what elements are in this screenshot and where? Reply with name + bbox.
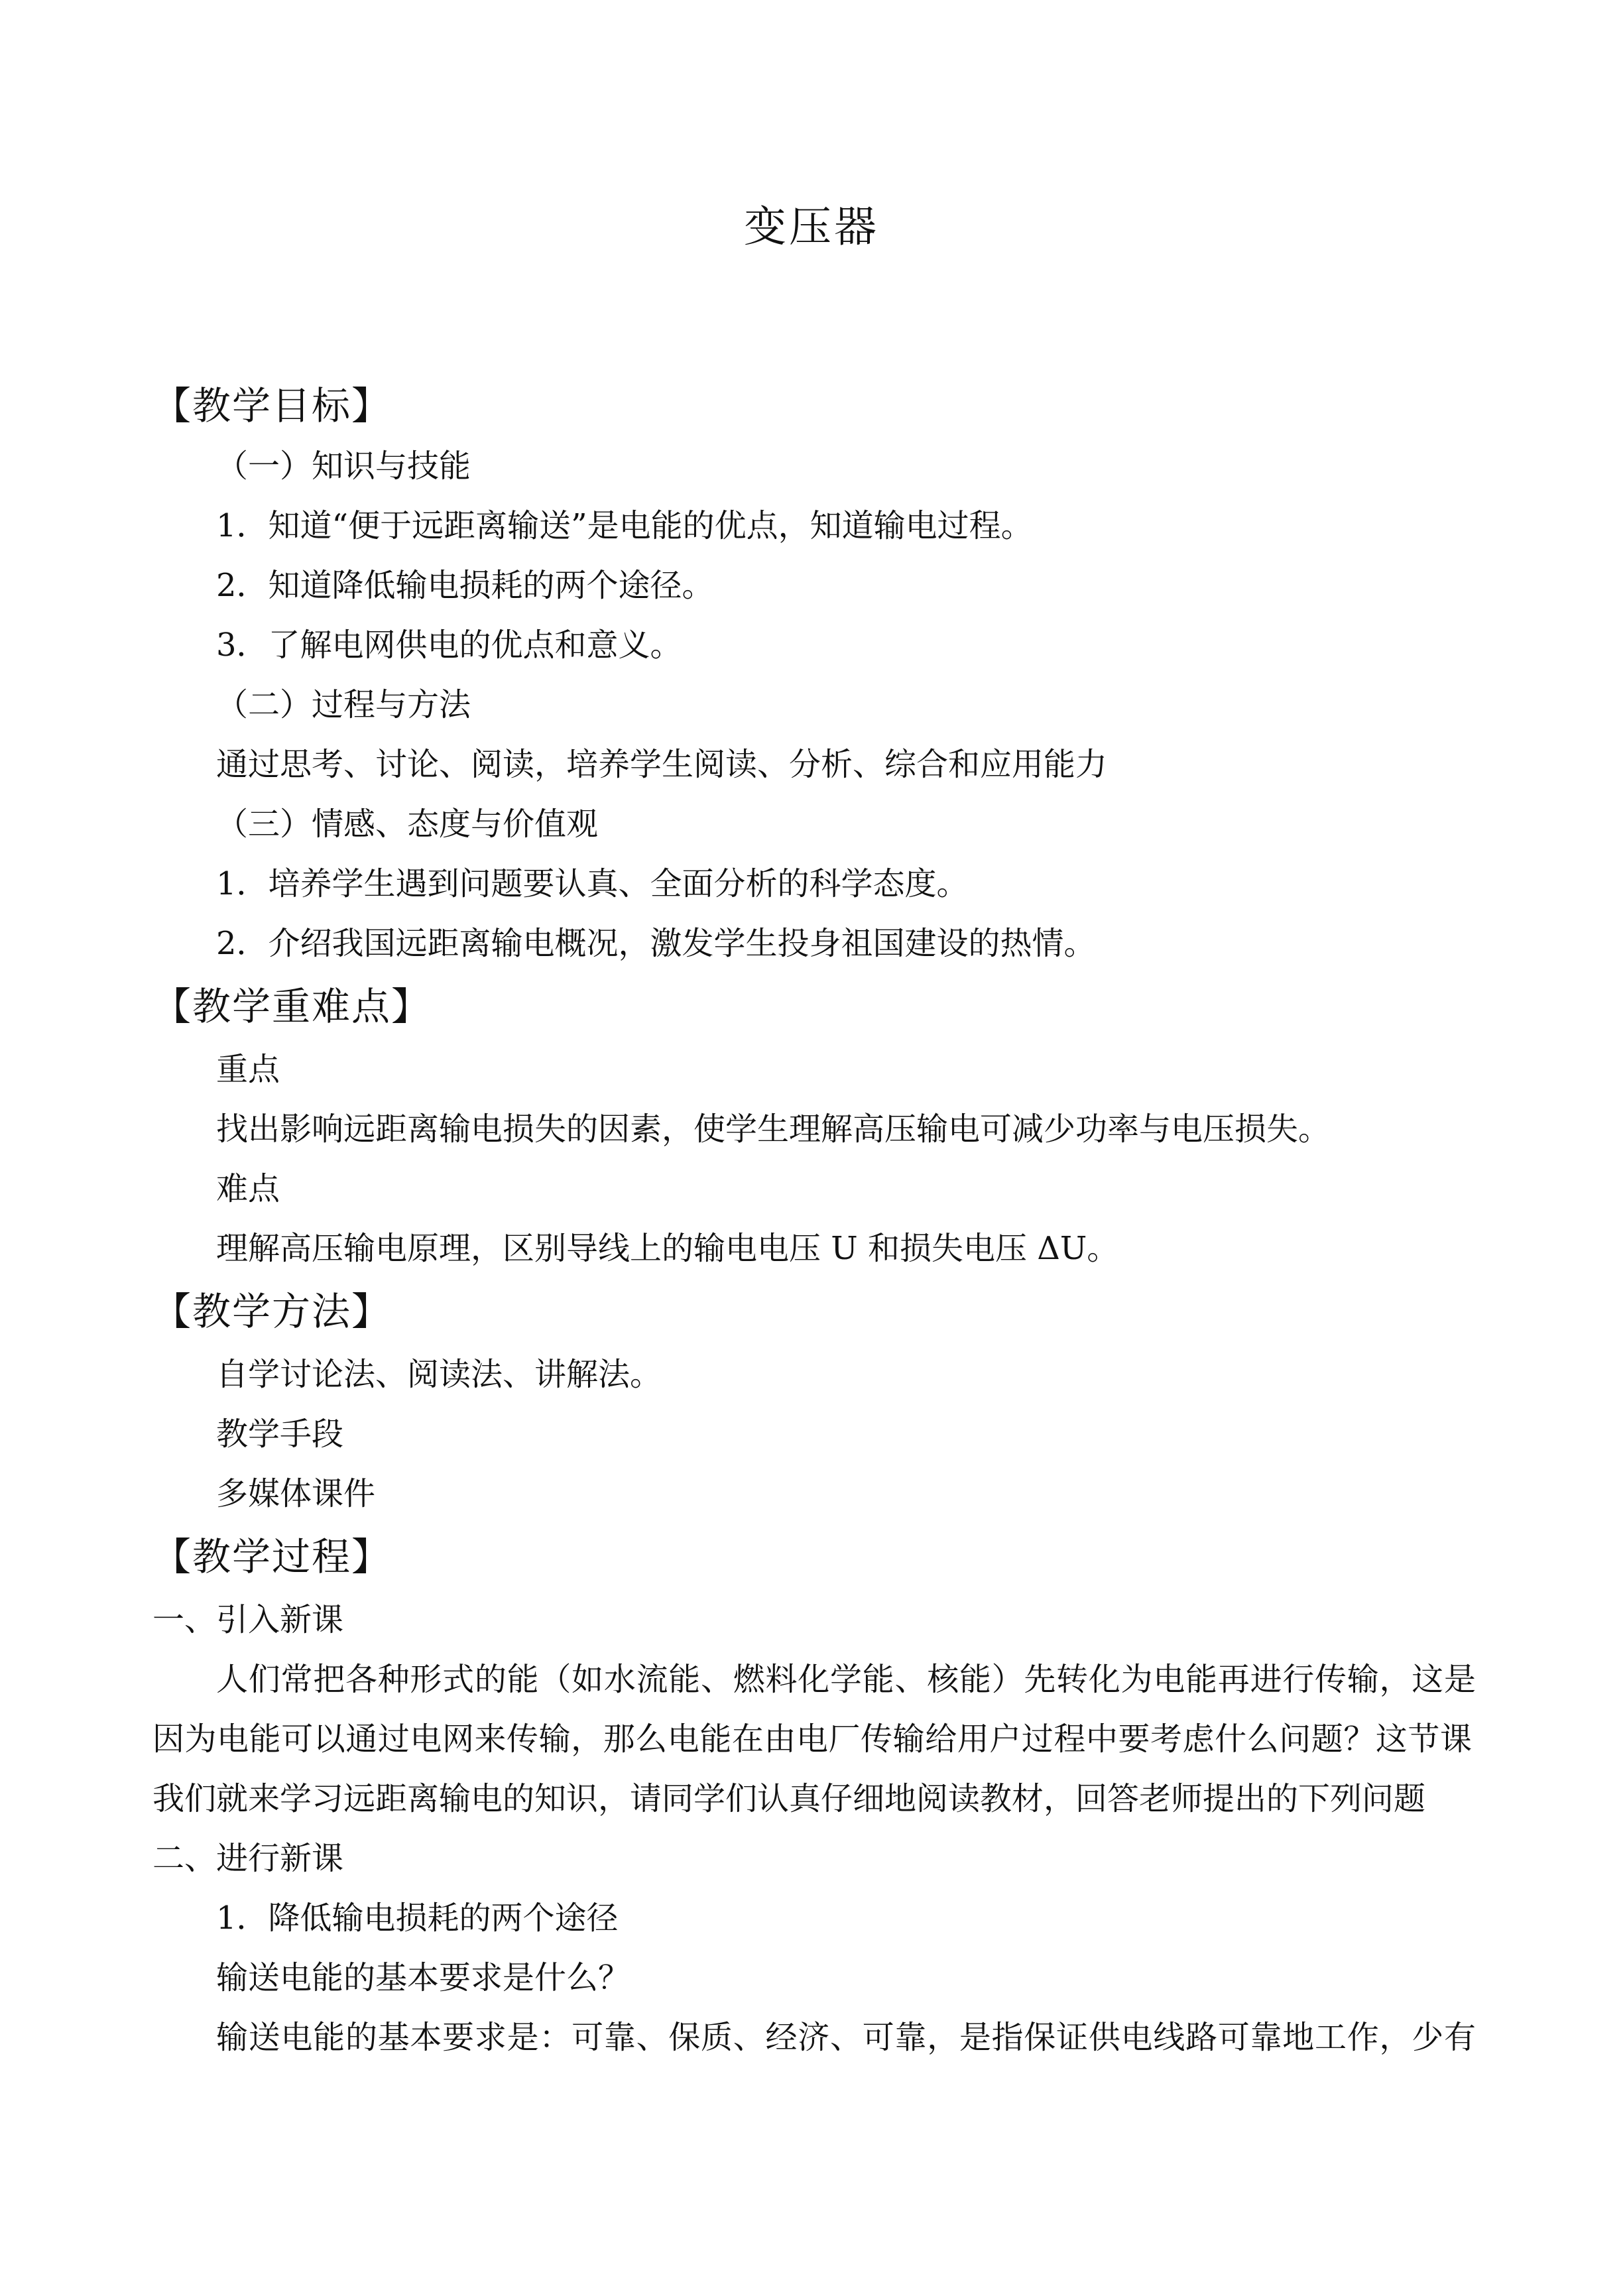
process-method-text: 通过思考、讨论、阅读，培养学生阅读、分析、综合和应用能力	[216, 746, 1108, 783]
methods-text: 自学讨论法、阅读法、讲解法。	[216, 1356, 662, 1393]
subheading-knowledge-skills: （一）知识与技能	[216, 448, 471, 485]
paragraph-line-2: 因为电能可以通过电网来传输，那么电能在由电厂传输给用户过程中要考虑什么问题？这节课	[152, 1721, 1472, 1758]
difficult-point-text: 理解高压输电原理，区别导线上的输电电压 U 和损失电压 ΔU。	[216, 1230, 1119, 1267]
document-title: 变压器	[744, 203, 879, 252]
goal-item-3: 3．了解电网供电的优点和意义。	[216, 627, 682, 664]
subheading-emotion-values: （三）情感、态度与价值观	[216, 806, 599, 843]
subsection-new-lesson: 二、进行新课	[152, 1840, 344, 1877]
emotion-item-1: 1．培养学生遇到问题要认真、全面分析的科学态度。	[216, 865, 969, 902]
subsection-introduce-lesson: 一、引入新课	[152, 1601, 344, 1638]
goal-item-1: 1．知道“便于远距离输送”是电能的优点，知道输电过程。	[216, 507, 1033, 544]
section-heading-teaching-process: 【教学过程】	[152, 1534, 392, 1579]
section-heading-teaching-methods: 【教学方法】	[152, 1289, 392, 1334]
question-text: 输送电能的基本要求是什么？	[216, 1959, 631, 1996]
paragraph-line-3: 我们就来学习远距离输电的知识，请同学们认真仔细地阅读教材，回答老师提出的下列问题	[152, 1780, 1426, 1817]
goal-item-2: 2．知道降低输电损耗的两个途径。	[216, 567, 714, 604]
key-point-label: 重点	[216, 1051, 280, 1088]
subheading-process-method: （二）过程与方法	[216, 686, 471, 723]
paragraph-line-1: 人们常把各种形式的能（如水流能、燃料化学能、核能）先转化为电能再进行传输，这是	[216, 1661, 1476, 1698]
section-heading-key-difficult-points: 【教学重难点】	[152, 984, 432, 1029]
emotion-item-2: 2．介绍我国远距离输电概况，激发学生投身祖国建设的热情。	[216, 925, 1096, 962]
lesson-point-1: 1．降低输电损耗的两个途径	[216, 1900, 619, 1937]
answer-text: 输送电能的基本要求是：可靠、保质、经济、可靠，是指保证供电线路可靠地工作，少有	[216, 2019, 1476, 2056]
teaching-means-label: 教学手段	[216, 1416, 344, 1453]
difficult-point-label: 难点	[216, 1170, 280, 1207]
teaching-means-text: 多媒体课件	[216, 1475, 376, 1512]
section-heading-teaching-goals: 【教学目标】	[152, 383, 392, 428]
key-point-text: 找出影响远距离输电损失的因素，使学生理解高压输电可减少功率与电压损失。	[216, 1111, 1331, 1148]
